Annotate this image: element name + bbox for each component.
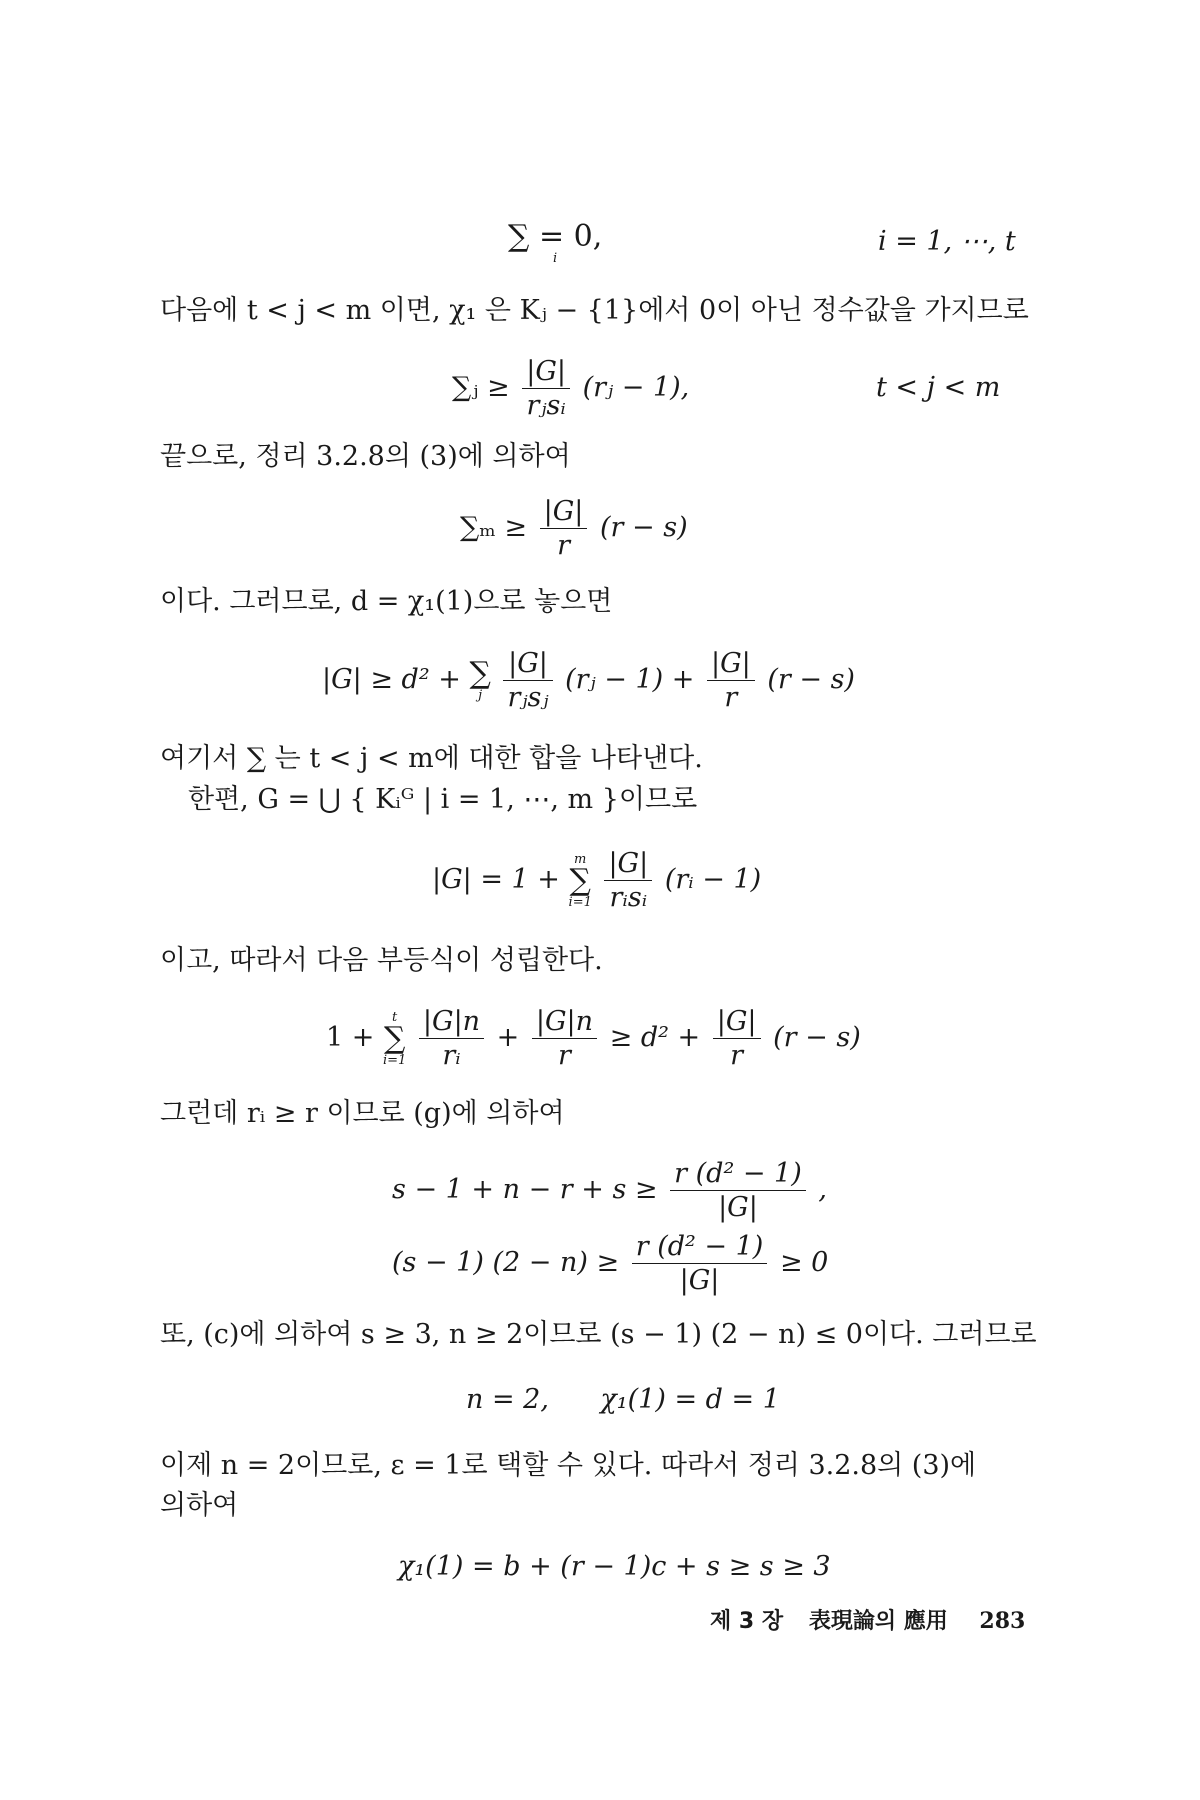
footer-title: 表現論의 應用 <box>808 1609 948 1634</box>
equation-20: χ₁(1) = b + (r − 1)c + s ≥ s ≥ 3 <box>398 1551 831 1582</box>
text-line-19: 의하여 <box>160 1490 239 1521</box>
inequality-sum-j: ∑ⱼ ≥ $\frac{|G|}{\text{rⱼsᵢ}}$ (rⱼ − 1), <box>452 356 690 421</box>
running-footer <box>710 1610 1025 1633</box>
text-line-9: 한편, G = ⋃ { Kᵢᴳ | i = 1, ⋯, m }이므로 <box>188 784 698 815</box>
inequality-14: s − 1 + n − r + s ≥ $\frac{\text{r (d² − 1)}}{|G|}$ , <box>392 1158 827 1223</box>
equation-order: |G| = 1 + m ∑ i=1 $\frac{|G|}{\text{rᵢsᵢ}}$ (rᵢ − 1) <box>432 848 762 913</box>
inequality-main: 1 + t ∑ i=1 $\frac{|G|n}{\text{rᵢ}}$ + $\frac{|G|n}{r}$ ≥ d² + $\frac{|G|}{r}$ (r − s) <box>326 1006 861 1071</box>
fraction: $\frac{|G|n}{\text{rᵢ}}$ <box>419 1008 484 1069</box>
fraction: $\frac{|G|}{\text{rⱼsⱼ}}$ <box>503 650 552 711</box>
text-line-18: 이제 n = 2이므로, ε = 1로 택할 수 있다. 따라서 정리 3.2.8의 (3)에 <box>160 1450 977 1481</box>
footer-chapter: 제 3 장 <box>710 1609 784 1634</box>
sum-symbol: ∑ j <box>469 656 491 703</box>
fraction: $\frac{\text{r (d² − 1)}}{|G|}$ <box>670 1160 806 1221</box>
inequality-order-bound: |G| ≥ d² + ∑ j $\frac{|G|}{\text{rⱼsⱼ}}$ (rⱼ − 1) + $\frac{|G|}{r}$ (r − s) <box>322 648 855 713</box>
text-line-4: 끝으로, 정리 3.2.8의 (3)에 의하여 <box>160 441 571 472</box>
sum-symbol: m ∑ i=1 <box>568 851 592 910</box>
fraction: $\frac{|G|}{r}$ <box>713 1008 761 1069</box>
page-number: 283 <box>979 1608 1026 1634</box>
fraction: $\frac{|G|}{r}$ <box>540 498 588 559</box>
text-line-2: 다음에 t < j < m 이면, χ₁ 은 Kⱼ − {1}에서 0이 아닌 정수값을 가지므로 <box>160 295 1029 326</box>
fraction: $\frac{|G|}{r}$ <box>707 650 755 711</box>
text-line-11: 이고, 따라서 다음 부등식이 성립한다. <box>160 945 603 976</box>
fraction: $\frac{\text{r (d² − 1)}}{|G|}$ <box>632 1233 768 1294</box>
fraction: $\frac{|G|}{\text{rⱼsᵢ}}$ <box>522 358 570 419</box>
text-line-13: 그런데 rᵢ ≥ r 이므로 (g)에 의하여 <box>160 1098 565 1129</box>
text-line-16: 또, (c)에 의하여 s ≥ 3, n ≥ 2이므로 (s − 1) (2 − n) ≤ 0이다. 그러므로 <box>160 1319 1037 1350</box>
equation-range-2: t < j < m <box>876 372 1001 403</box>
text-line-8: 여기서 ∑ 는 t < j < m에 대한 합을 나타낸다. <box>160 743 703 774</box>
equation-sum-zero <box>508 219 603 266</box>
inequality-sum-m: ∑ₘ ≥ $\frac{|G|}{r}$ (r − s) <box>460 496 688 561</box>
fraction: $\frac{|G|}{\text{rᵢsᵢ}}$ <box>604 850 652 911</box>
sum-symbol: ∑ = 0, i <box>508 219 603 266</box>
fraction: $\frac{|G|n}{r}$ <box>532 1008 597 1069</box>
sum-symbol: t ∑ i=1 <box>382 1009 407 1068</box>
text-line-6: 이다. 그러므로, d = χ₁(1)으로 놓으면 <box>160 586 613 617</box>
inequality-15: (s − 1) (2 − n) ≥ $\frac{\text{r (d² − 1)}}{|G|}$ ≥ 0 <box>392 1231 829 1296</box>
equation-range-1: i = 1, ⋯, t <box>878 226 1016 257</box>
equation-17: n = 2, χ₁(1) = d = 1 <box>466 1384 780 1415</box>
